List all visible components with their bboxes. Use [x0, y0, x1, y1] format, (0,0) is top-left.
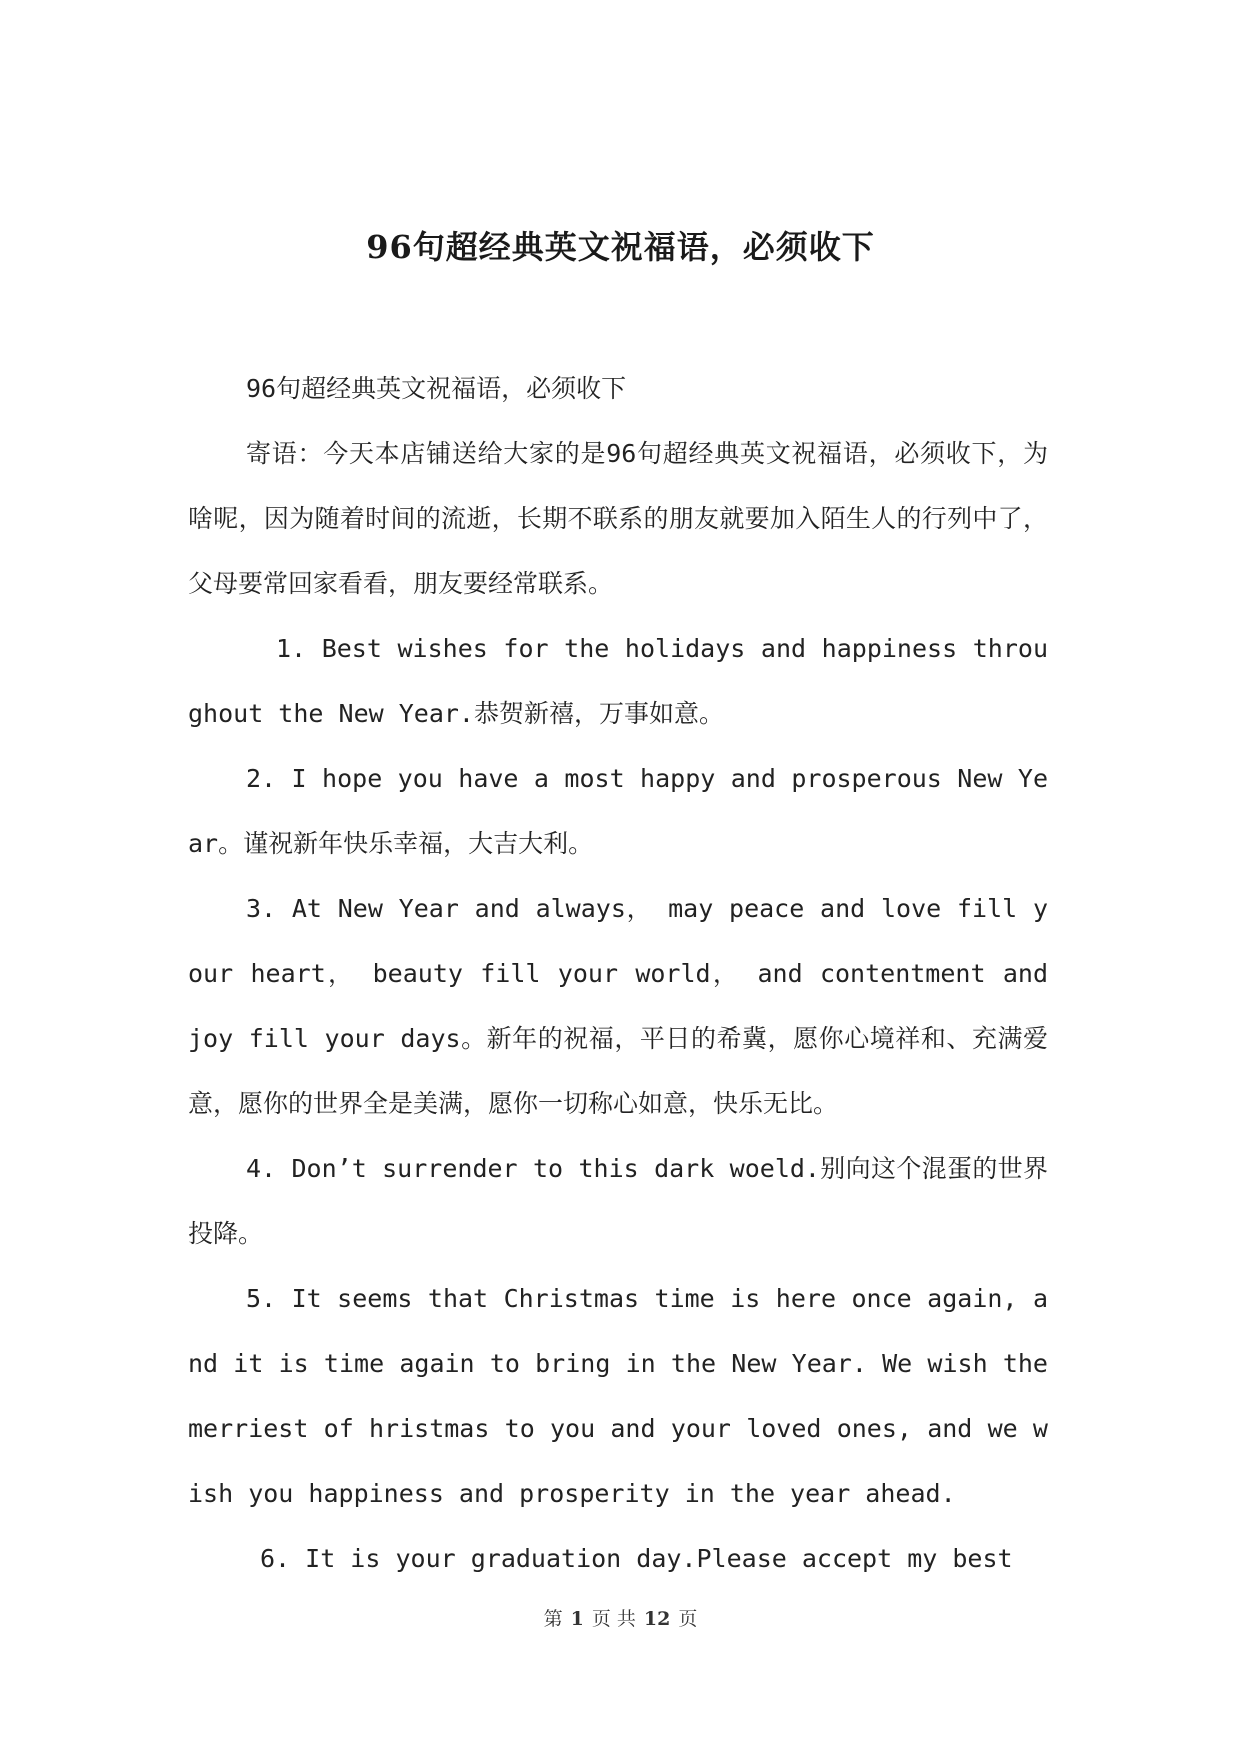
paragraph-item-4: 4. Don’t surrender to this dark woeld.别向这个混蛋的世界投降。: [188, 1154, 1048, 1248]
paragraph-item-2: 2. I hope you have a most happy and prosperous New Year。谨祝新年快乐幸福，大吉大利。: [188, 764, 1048, 858]
paragraph-item-3: 3. At New Year and always， may peace and love fill your heart， beauty fill your world， and contentment and joy fill your days。新年的祝福，平日的希冀，愿你心境祥和、充满爱意，愿你的世界全是美满，愿你一切称心如意，快乐无比。: [188, 894, 1048, 1118]
document-body: [188, 356, 1048, 1591]
document-title: 96句超经典英文祝福语，必须收下: [366, 228, 875, 266]
footer-suffix: 页: [678, 1608, 698, 1630]
paragraph-item-5: 5. It seems that Christmas time is here once again, and it is time again to bring in the New Year. We wish the merriest of hristmas to you and your loved ones, and we wish you happiness and prosperity in the year ahead.: [188, 1284, 1048, 1508]
paragraph-item-6: 6. It is your graduation day.Please accept my best: [260, 1544, 1013, 1573]
footer-page-number: 1: [570, 1608, 584, 1630]
page-footer: [0, 1604, 1241, 1631]
paragraph-intro: 寄语：今天本店铺送给大家的是96句超经典英文祝福语，必须收下，为啥呢，因为随着时间的流逝，长期不联系的朋友就要加入陌生人的行列中了，父母要常回家看看，朋友要经常联系。: [188, 439, 1048, 598]
footer-total-pages: 12: [643, 1608, 671, 1630]
footer-prefix: 第: [543, 1608, 563, 1630]
footer-middle: 页 共: [591, 1608, 636, 1630]
paragraph-item-1: 1. Best wishes for the holidays and happiness throughout the New Year.恭贺新禧，万事如意。: [188, 634, 1048, 728]
paragraph-subtitle: 96句超经典英文祝福语，必须收下: [246, 374, 627, 403]
